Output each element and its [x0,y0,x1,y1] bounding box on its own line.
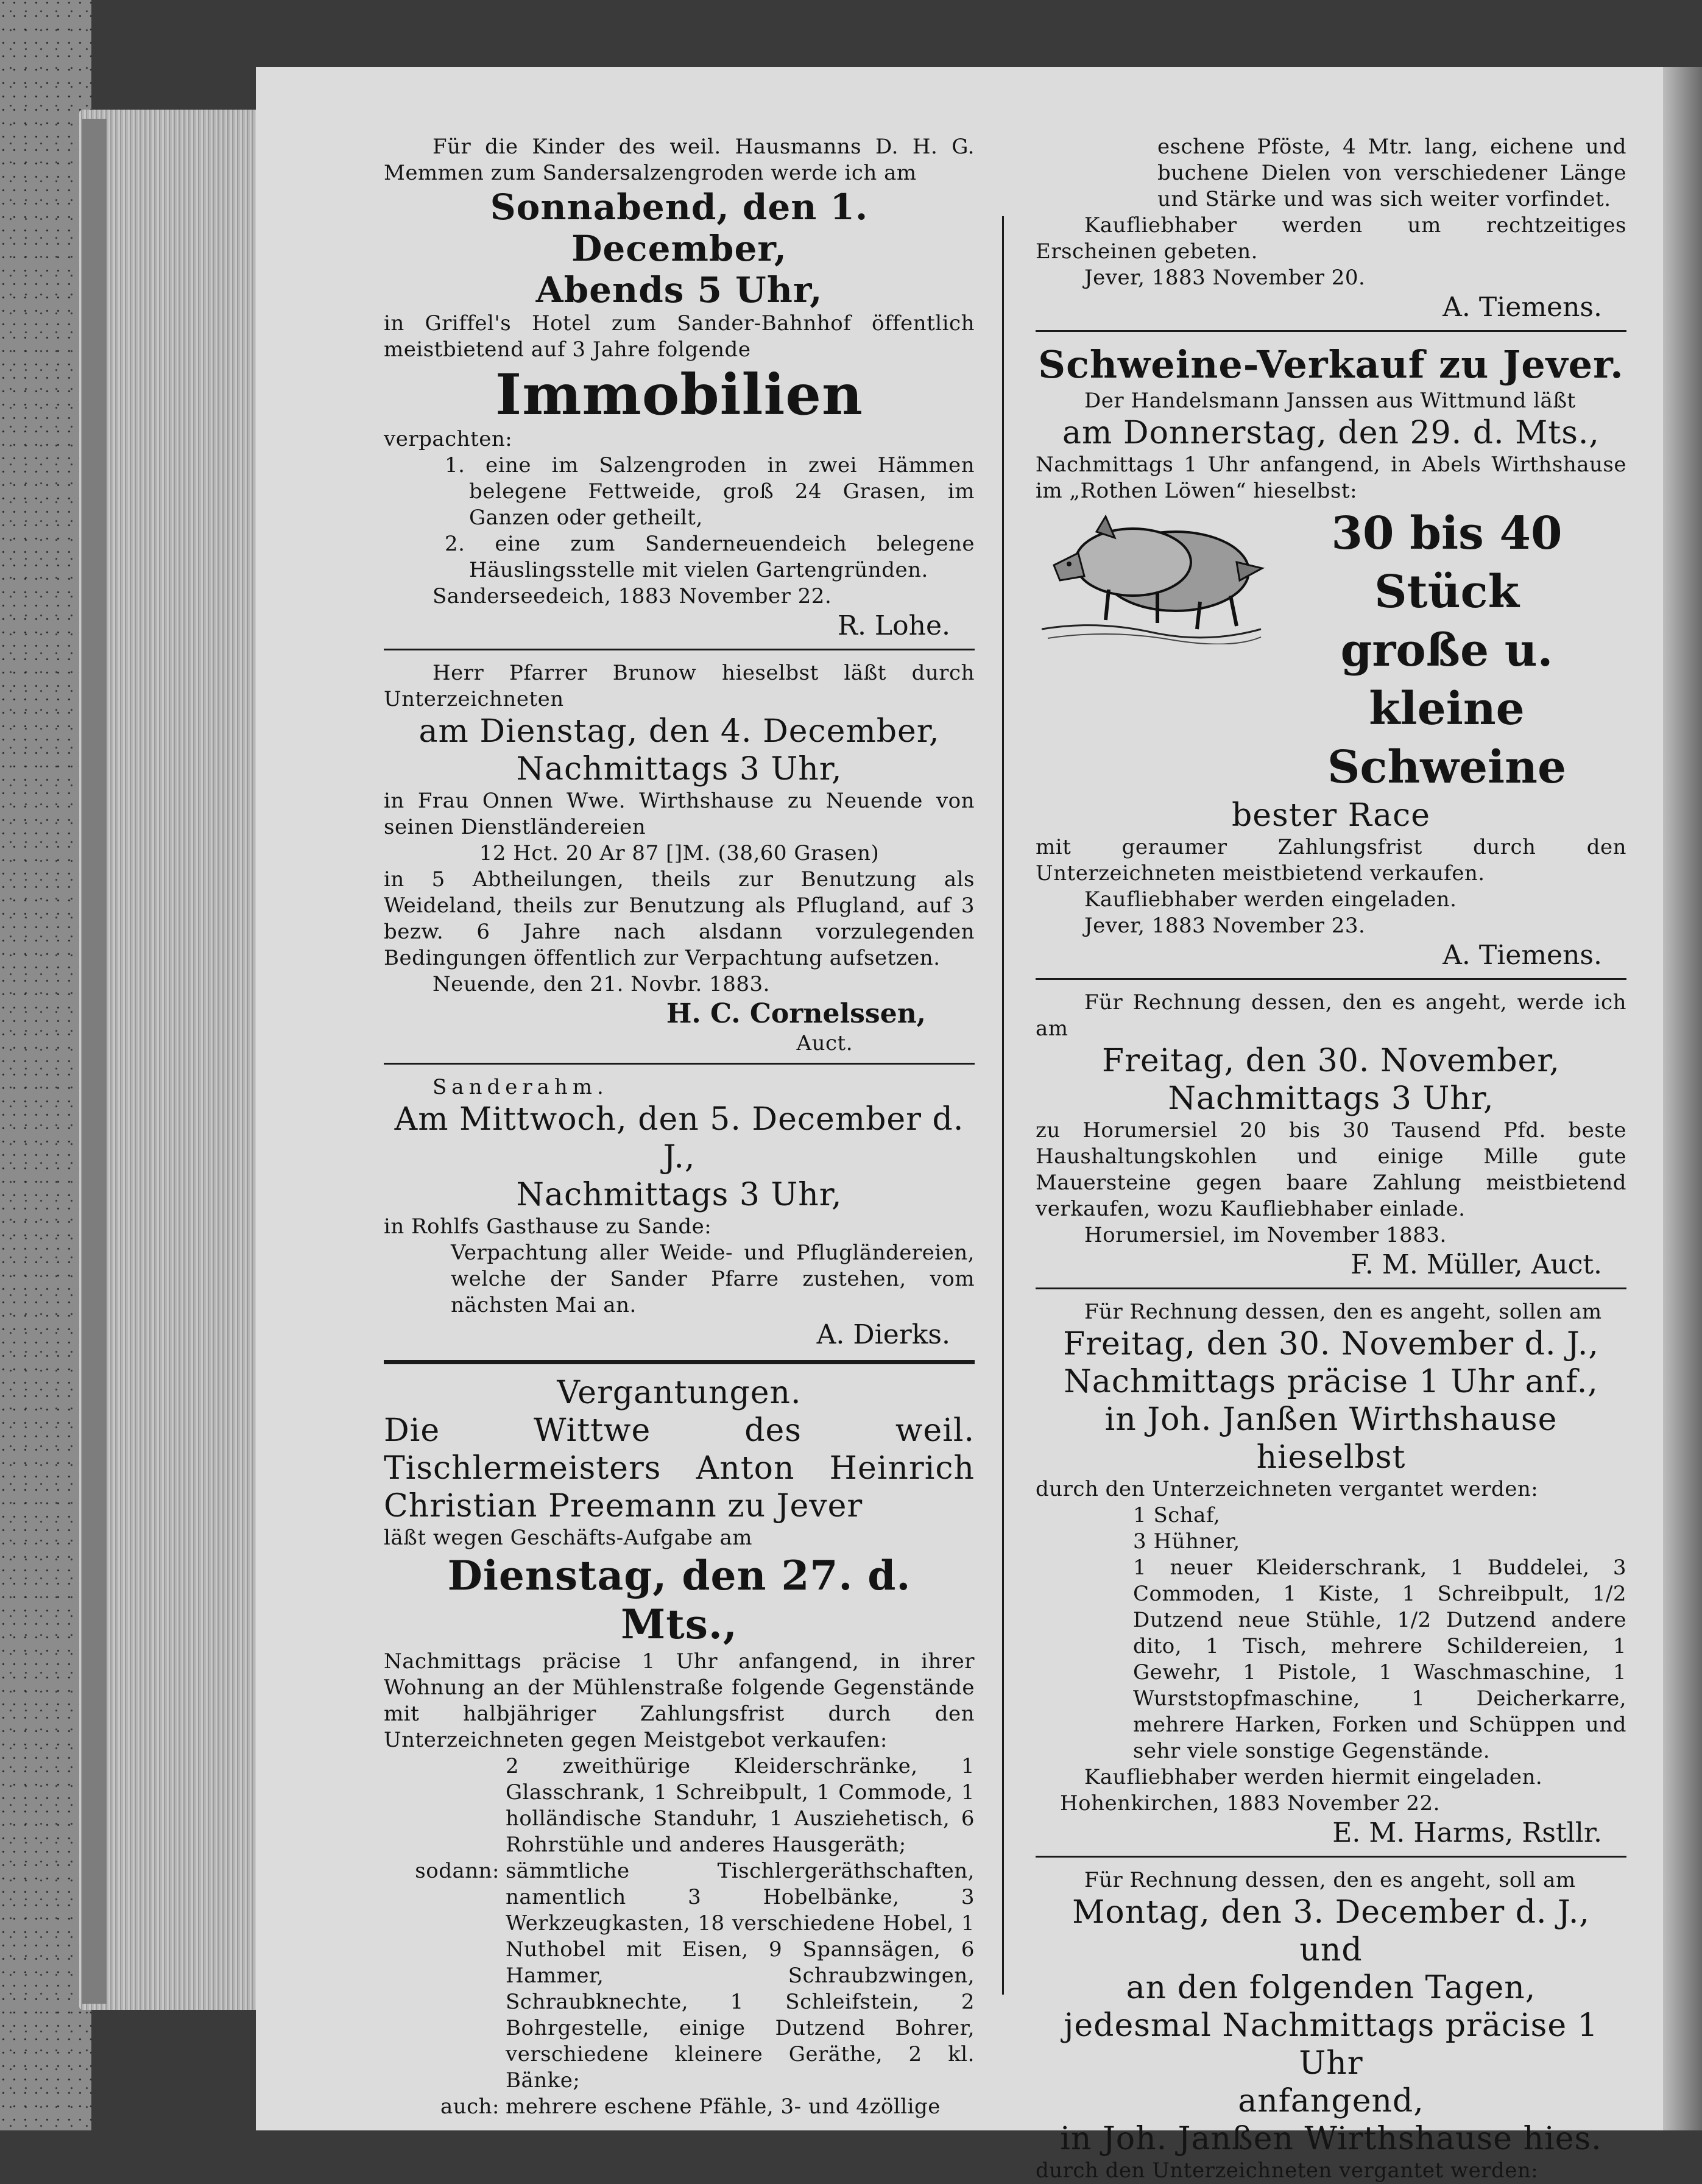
list-item: 3 Hühner, [1133,1529,1240,1554]
ad-headline: Die Wittwe des weil. Tischlermeisters Anton Heinrich Christian Preemann zu Jever [384,1412,975,1524]
ad-body: zu Horumersiel 20 bis 30 Tausend Pfd. beste Haushaltungskohlen und einige Mille gute Mauersteine gegen baare Zahlung meistbietend verkaufen, wozu Kaufliebhaber einlade. [1036,1118,1626,1221]
ad-items [1036,1502,1626,1764]
ad-kohlen-horumersiel [1036,990,1626,1281]
ad-intro: Für Rechnung dessen, den es angeht, werde ich am [1036,990,1626,1041]
ad-intro: Herr Pfarrer Brunow hieselbst läßt durch Unterzeichneten [384,661,975,711]
rule-thick [384,1360,975,1364]
ad-body: in 5 Abtheilungen, theils zur Benutzung als Weideland, theils zur Benutzung als Pflugland, auf 3 bezw. 6 Jahre nach alsdann vorzulegenden Bedingungen öffentlich zur Verpachtung aufsetzen. [384,867,975,970]
list-item: 1 neuer Kleiderschrank, 1 Buddelei, 3 Commoden, 1 Kiste, 1 Schreibpult, 1/2 Dutzend neue Stühle, 1/2 Dutzend andere dito, 1 Tisch, mehrere Schildereien, 1 Gewehr, 1 Pistole, 1 Waschmaschine, 1 Wurststopfmaschine, 1 Deicherkarre, mehrere Harken, Forken und Schüppen und sehr viele sonstige Gegenstände. [1133,1555,1626,1763]
book-spine [0,0,91,2130]
ad-place: in Frau Onnen Wwe. Wirthshause zu Neuende von seinen Dienstländereien [384,789,975,839]
ad-date: an den folgenden Tagen, [1126,1970,1536,2006]
ad-place: in Joh. Janßen Wirthshause hies. [1060,2121,1602,2157]
ad-dateline: Neuende, den 21. Novbr. 1883. [433,972,770,996]
page-edge-shadow [82,119,107,2004]
section-title: Vergantungen. [557,1375,802,1411]
ad-intro: Für Rechnung dessen, den es angeht, sollen am [1084,1300,1602,1324]
ad-immobilien [384,134,975,643]
left-column [384,134,975,2120]
ad-race: bester Race [1231,797,1431,834]
ad-invite: Kaufliebhaber werden hiermit eingeladen. [1084,1765,1543,1789]
ad-items-label: auch: [440,2094,500,2119]
ad-big-line: große u. kleine [1340,624,1553,735]
rule [1036,330,1626,332]
ad-signature: A. Tiemens. [1442,292,1602,323]
ad-time: anfangend, [1238,2083,1424,2119]
ad-time: jedesmal Nachmittags präcise 1 Uhr [1064,2007,1598,2082]
ad-time: Abends 5 Uhr, [535,269,823,311]
ad-time: Nachmittags 3 Uhr, [516,751,842,787]
ad-pacht-neuende [384,660,975,1057]
ad-items-label: sodann: [415,1859,500,1883]
list-item: 2. eine zum Sanderneuendeich belegene Häuslingsstelle mit vielen Gartengründen. [445,532,975,582]
ad-date: Freitag, den 30. November d. J., [1063,1326,1599,1362]
ad-body: eschene Pföste, 4 Mtr. lang, eichene und buchene Dielen von verschiedener Länge und Stärke und was sich weiter vorfindet. [1157,135,1626,211]
ad-date: am Dienstag, den 4. December, [418,713,940,750]
ad-place: in Griffel's Hotel zum Sander-Bahnhof öffentlich meistbietend auf 3 Jahre folgende [384,311,975,362]
rule [1036,978,1626,980]
ad-dateline: Hohenkirchen, 1883 November 22. [1060,1791,1440,1816]
ad-date: Montag, den 3. December d. J., und [1072,1894,1590,1968]
ad-schweine [1036,342,1626,972]
rule [1036,1856,1626,1858]
ad-sanderahm [384,1074,975,1351]
ad-items: sämmtliche Tischlergeräthschaften, namentlich 3 Hobelbänke, 3 Werkzeugkasten, 18 verschiedene Hobel, 1 Nuthobel mit Eisen, 9 Spannsägen, 6 Hammer, Schraubzwingen, Schraubknechte, 1 Schleifstein, 2 Bohrgestelle, einige Dutzend Bohrer, verschiedene kleinere Geräthe, 2 kl. Bänke; [506,1859,975,2093]
list-item: 1 Schaf, [1133,1503,1221,1527]
ad-invite: Kaufliebhaber werden eingeladen. [1084,887,1457,912]
page-edges [79,110,262,2010]
ad-items: mehrere eschene Pfähle, 3- und 4zöllige [506,2094,941,2119]
ad-verb: verpachten: [384,427,513,451]
ad-dateline: Jever, 1883 November 20. [1084,266,1366,290]
right-column [1036,134,1626,2184]
ad-body: Verpachtung aller Weide- und Pflugländereien, welche der Sander Pfarre zustehen, vom nächsten Mai an. [451,1241,975,1317]
ad-headline: Schweine-Verkauf zu Jever. [1038,342,1624,387]
ad-verb: durch den Unterzeichneten vergantet werden: [1036,1477,1539,1501]
page-right-edge [1663,67,1702,2130]
ad-items-group [384,1858,975,2094]
ad-items-group [384,2094,975,2120]
ad-dateline: Horumersiel, im November 1883. [1084,1223,1447,1247]
ad-body: Nachmittags 1 Uhr anfangend, in Abels Wirthshause im „Rothen Löwen“ hieselbst: [1036,453,1626,503]
pig-illustration [1036,504,1267,644]
ad-invite: Kaufliebhaber werden um rechtzeitiges Erscheinen gebeten. [1036,213,1626,264]
ad-time: Nachmittags präcise 1 Uhr anf., [1064,1364,1598,1400]
ad-intro: Für die Kinder des weil. Hausmanns D. H. G. Memmen zum Sandersalzengroden werde ich am [384,135,975,185]
ad-continuation [1036,134,1626,324]
ad-vergantung-hohenkirchen [1036,1299,1626,1850]
ad-verb: durch den Unterzeichneten vergantet werden: [1036,2158,1539,2183]
ad-date: Sonnabend, den 1. December, [490,186,869,269]
ad-place: in Rohlfs Gasthause zu Sande: [384,1214,712,1239]
column-divider [1002,216,1004,1995]
ad-items: 2 zweithürige Kleiderschränke, 1 Glasschrank, 1 Schreibpult, 1 Commode, 1 holländische Standuhr, 1 Ausziehetisch, 6 Rohrstühle und anderes Hausgeräth; [506,1754,975,1857]
ad-signature: A. Tiemens. [1442,940,1602,971]
ad-dateline: Sanderseedeich, 1883 November 22. [433,584,832,608]
ad-big-line: Schweine [1327,741,1567,794]
ad-signature: A. Dierks. [816,1319,950,1350]
ad-big-line: 30 bis 40 Stück [1331,507,1563,618]
ad-vergantung-montag [1036,1867,1626,2184]
ad-signature: F. M. Müller, Auct. [1351,1249,1602,1280]
ad-intro: Der Handelsmann Janssen aus Wittmund läßt [1084,389,1576,413]
ad-signature-title: Auct. [796,1031,853,1055]
ad-signature: H. C. Cornelssen, [666,998,926,1029]
ad-place: in Joh. Janßen Wirthshause hieselbst [1104,1401,1558,1476]
list-item: 1. eine im Salzengroden in zwei Hämmen belegene Fettweide, groß 24 Grasen, im Ganzen oder getheilt, [445,453,975,530]
ad-signature: R. Lohe. [837,610,950,641]
ad-date: Freitag, den 30. November, [1102,1043,1560,1079]
ad-dateline: Jever, 1883 November 23. [1084,914,1366,938]
pig-illustration-row [1036,504,1626,797]
ad-date: Am Mittwoch, den 5. December d. J., [394,1101,964,1175]
ad-terms: mit geraumer Zahlungsfrist durch den Unterzeichneten meistbietend verkaufen. [1036,835,1626,886]
ad-time: Nachmittags 3 Uhr, [1168,1080,1494,1117]
pig-headline [1267,504,1626,797]
ad-headline: Immobilien [495,362,863,428]
ad-area: 12 Hct. 20 Ar 87 []M. (38,60 Grasen) [479,841,880,865]
rule [1036,1288,1626,1289]
ad-items [384,453,975,583]
ad-signature: E. M. Harms, Rstllr. [1332,1817,1602,1848]
ad-date: am Donnerstag, den 29. d. Mts., [1062,415,1600,451]
rule [384,1063,975,1065]
ad-items-group [384,1753,975,1858]
ad-headline-tail: läßt wegen Geschäfts-Aufgabe am [384,1526,753,1550]
ad-time: Nachmittags 3 Uhr, [516,1177,842,1213]
ad-place-head: Sanderahm. [433,1075,609,1099]
ad-date: Dienstag, den 27. d. Mts., [447,1552,911,1648]
ad-vergantung-preemann [384,1374,975,2120]
ad-body: Nachmittags präcise 1 Uhr anfangend, in ihrer Wohnung an der Mühlenstraße folgende Gegenstände mit halbjähriger Zahlungsfrist durch den Unterzeichneten gegen Meistgebot verkaufen: [384,1649,975,1752]
ad-intro: Für Rechnung dessen, den es angeht, soll am [1084,1868,1576,1892]
rule [384,649,975,650]
